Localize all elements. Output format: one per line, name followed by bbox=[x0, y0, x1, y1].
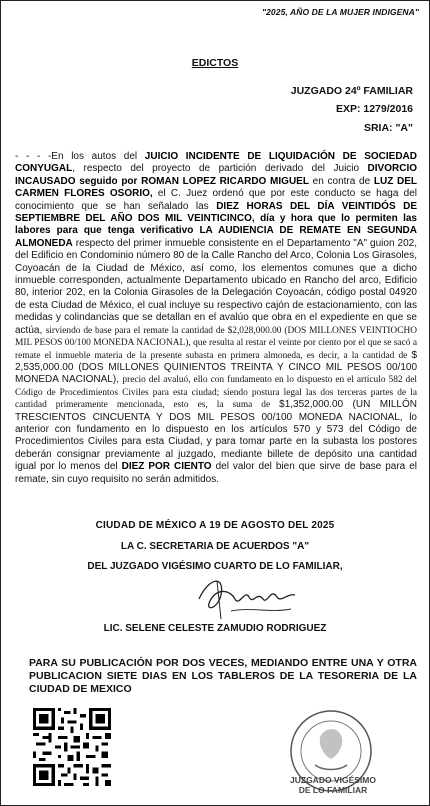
signature bbox=[191, 569, 301, 621]
city-date: CIUDAD DE MÉXICO A 19 DE AGOSTO DEL 2025 bbox=[95, 520, 335, 531]
appraisal-amount: $ 2,535,000.00 (DOS MILLONES QUINIENTOS TREINTA Y CINCO MIL PESOS 00/100 MONEDA NACIONAL), bbox=[15, 349, 417, 386]
document-title: EDICTOS bbox=[191, 57, 239, 69]
court-header: JUZGADO 24º FAMILIAR bbox=[290, 85, 413, 97]
edict-body bbox=[15, 151, 417, 486]
seal-line-1: JUZGADO VIGÉSIMO bbox=[290, 775, 376, 785]
case-number: EXP: 1279/2016 bbox=[335, 103, 413, 115]
year-motto: "2025, AÑO DE LA MUJER INDIGENA" bbox=[261, 7, 419, 17]
defendant-name: LUZ DEL CARMEN FLORES OSORIO, bbox=[15, 175, 418, 200]
qr-code bbox=[33, 708, 111, 786]
secretary-name: LIC. SELENE CELESTE ZAMUDIO RODRIGUEZ bbox=[103, 623, 327, 634]
trial-name: JUICIO INCIDENTE DE LIQUIDACIÓN DE SOCIEDAD CONYUGAL bbox=[15, 151, 417, 175]
court-name: DEL JUZGADO VIGÉSIMO CUARTO DE LO FAMILIAR, bbox=[87, 561, 343, 572]
body-text: , respecto del proyecto de partición derivado del Juicio bbox=[72, 163, 368, 175]
seal-line-2: DE LO FAMILIAR bbox=[298, 785, 368, 795]
body-closing: del valor del bien que sirve de base para el remate, sin cuyo requisito no serán admitidos. bbox=[15, 461, 417, 485]
body-text: en contra de bbox=[308, 175, 374, 187]
deposit-percentage: DIEZ POR CIENTO bbox=[121, 461, 212, 473]
legal-bid-text: $1,352,000.00 (UN MILLÓN TRESCIENTOS CINCUENTA Y DOS MIL PESOS 00/100 MONEDA NACIONAL, lo anterior con fundamento en lo dispuesto en los artículos 570 y 573 del Código de Procedimientos Civiles para esta Ciudad, y para tomar parte en la subasta los postores deberán consignar previamente al juzgado, mediante billete de depósito una cantidad igual por lo menos del bbox=[15, 399, 417, 473]
hearing-date: DIEZ HORAS DEL DÍA VEINTIDÓS DE SEPTIEMBRE DEL AÑO DOS MIL VEINTICINCO, día y hora que lo permiten las labores para que tenga verificativo LA AUDIENCIA DE REMATE EN SEGUNDA ALMONEDA bbox=[15, 200, 417, 249]
body-intro: - - - -En los autos del bbox=[15, 151, 145, 162]
secretariat: SRIA: "A" bbox=[363, 122, 413, 134]
divorce-parties: DIVORCIO INCAUSADO seguido por ROMAN LOPEZ RICARDO MIGUEL bbox=[15, 163, 417, 187]
legal-basis-text: precio del avaluó, ello con fundamento en lo dispuesto en el artículo 582 del Código de Procedimientos Civiles para esta ciudad; siendo postura legal las dos terceras partes de la cantidad primeramente mencionada, esto es, la suma de bbox=[15, 375, 417, 411]
publication-note: PARA SU PUBLICACIÓN POR DOS VECES, MEDIANDO ENTRE UNA Y OTRA PUBLICACION SIETE DIAS EN LOS TABLEROS DE LA TESORERIA DE LA CIUDAD DE MEXICO bbox=[29, 657, 417, 695]
body-text: el C. Juez ordenó que por este conducto se haga del conocimiento que se han señalado las bbox=[15, 188, 417, 212]
base-amount-text: sirviendo de base para el remate la cantidad de $2,028,000.00 (DOS MILLONES VEINTIOCHO MIL PESOS 00/100 MONEDA NACIONAL), que resulta al restar el veinte por ciento por el que se sacó a remate el inmueble materia de la presente subasta en primera almoneda, es decir, a la cantidad de bbox=[15, 325, 417, 361]
seal-caption bbox=[283, 775, 383, 795]
property-description: respecto del primer inmueble consistente en el Departamento "A" guion 202, del Edificio en Condominio número 80 de la Calle Rancho del Arco, Colonia Los Girasoles, Coyoacán de la Ciudad de México, así como, los elementos comunes que a dicho inmueble corresponden, actualmente Departamento ubicado en Rancho del arco, Edificio 80, interior 202, en la Colonia Girasoles de la Delegación Coyoacán, código postal 04920 de esta Ciudad de México, el cual incluye su respectivo cajón de estacionamiento, con las medidas y colindancias que se detallan en el avalúo que obra en el expediente en que se actúa, bbox=[15, 237, 417, 336]
secretary-title: LA C. SECRETARIA DE ACUERDOS "A" bbox=[120, 541, 310, 552]
